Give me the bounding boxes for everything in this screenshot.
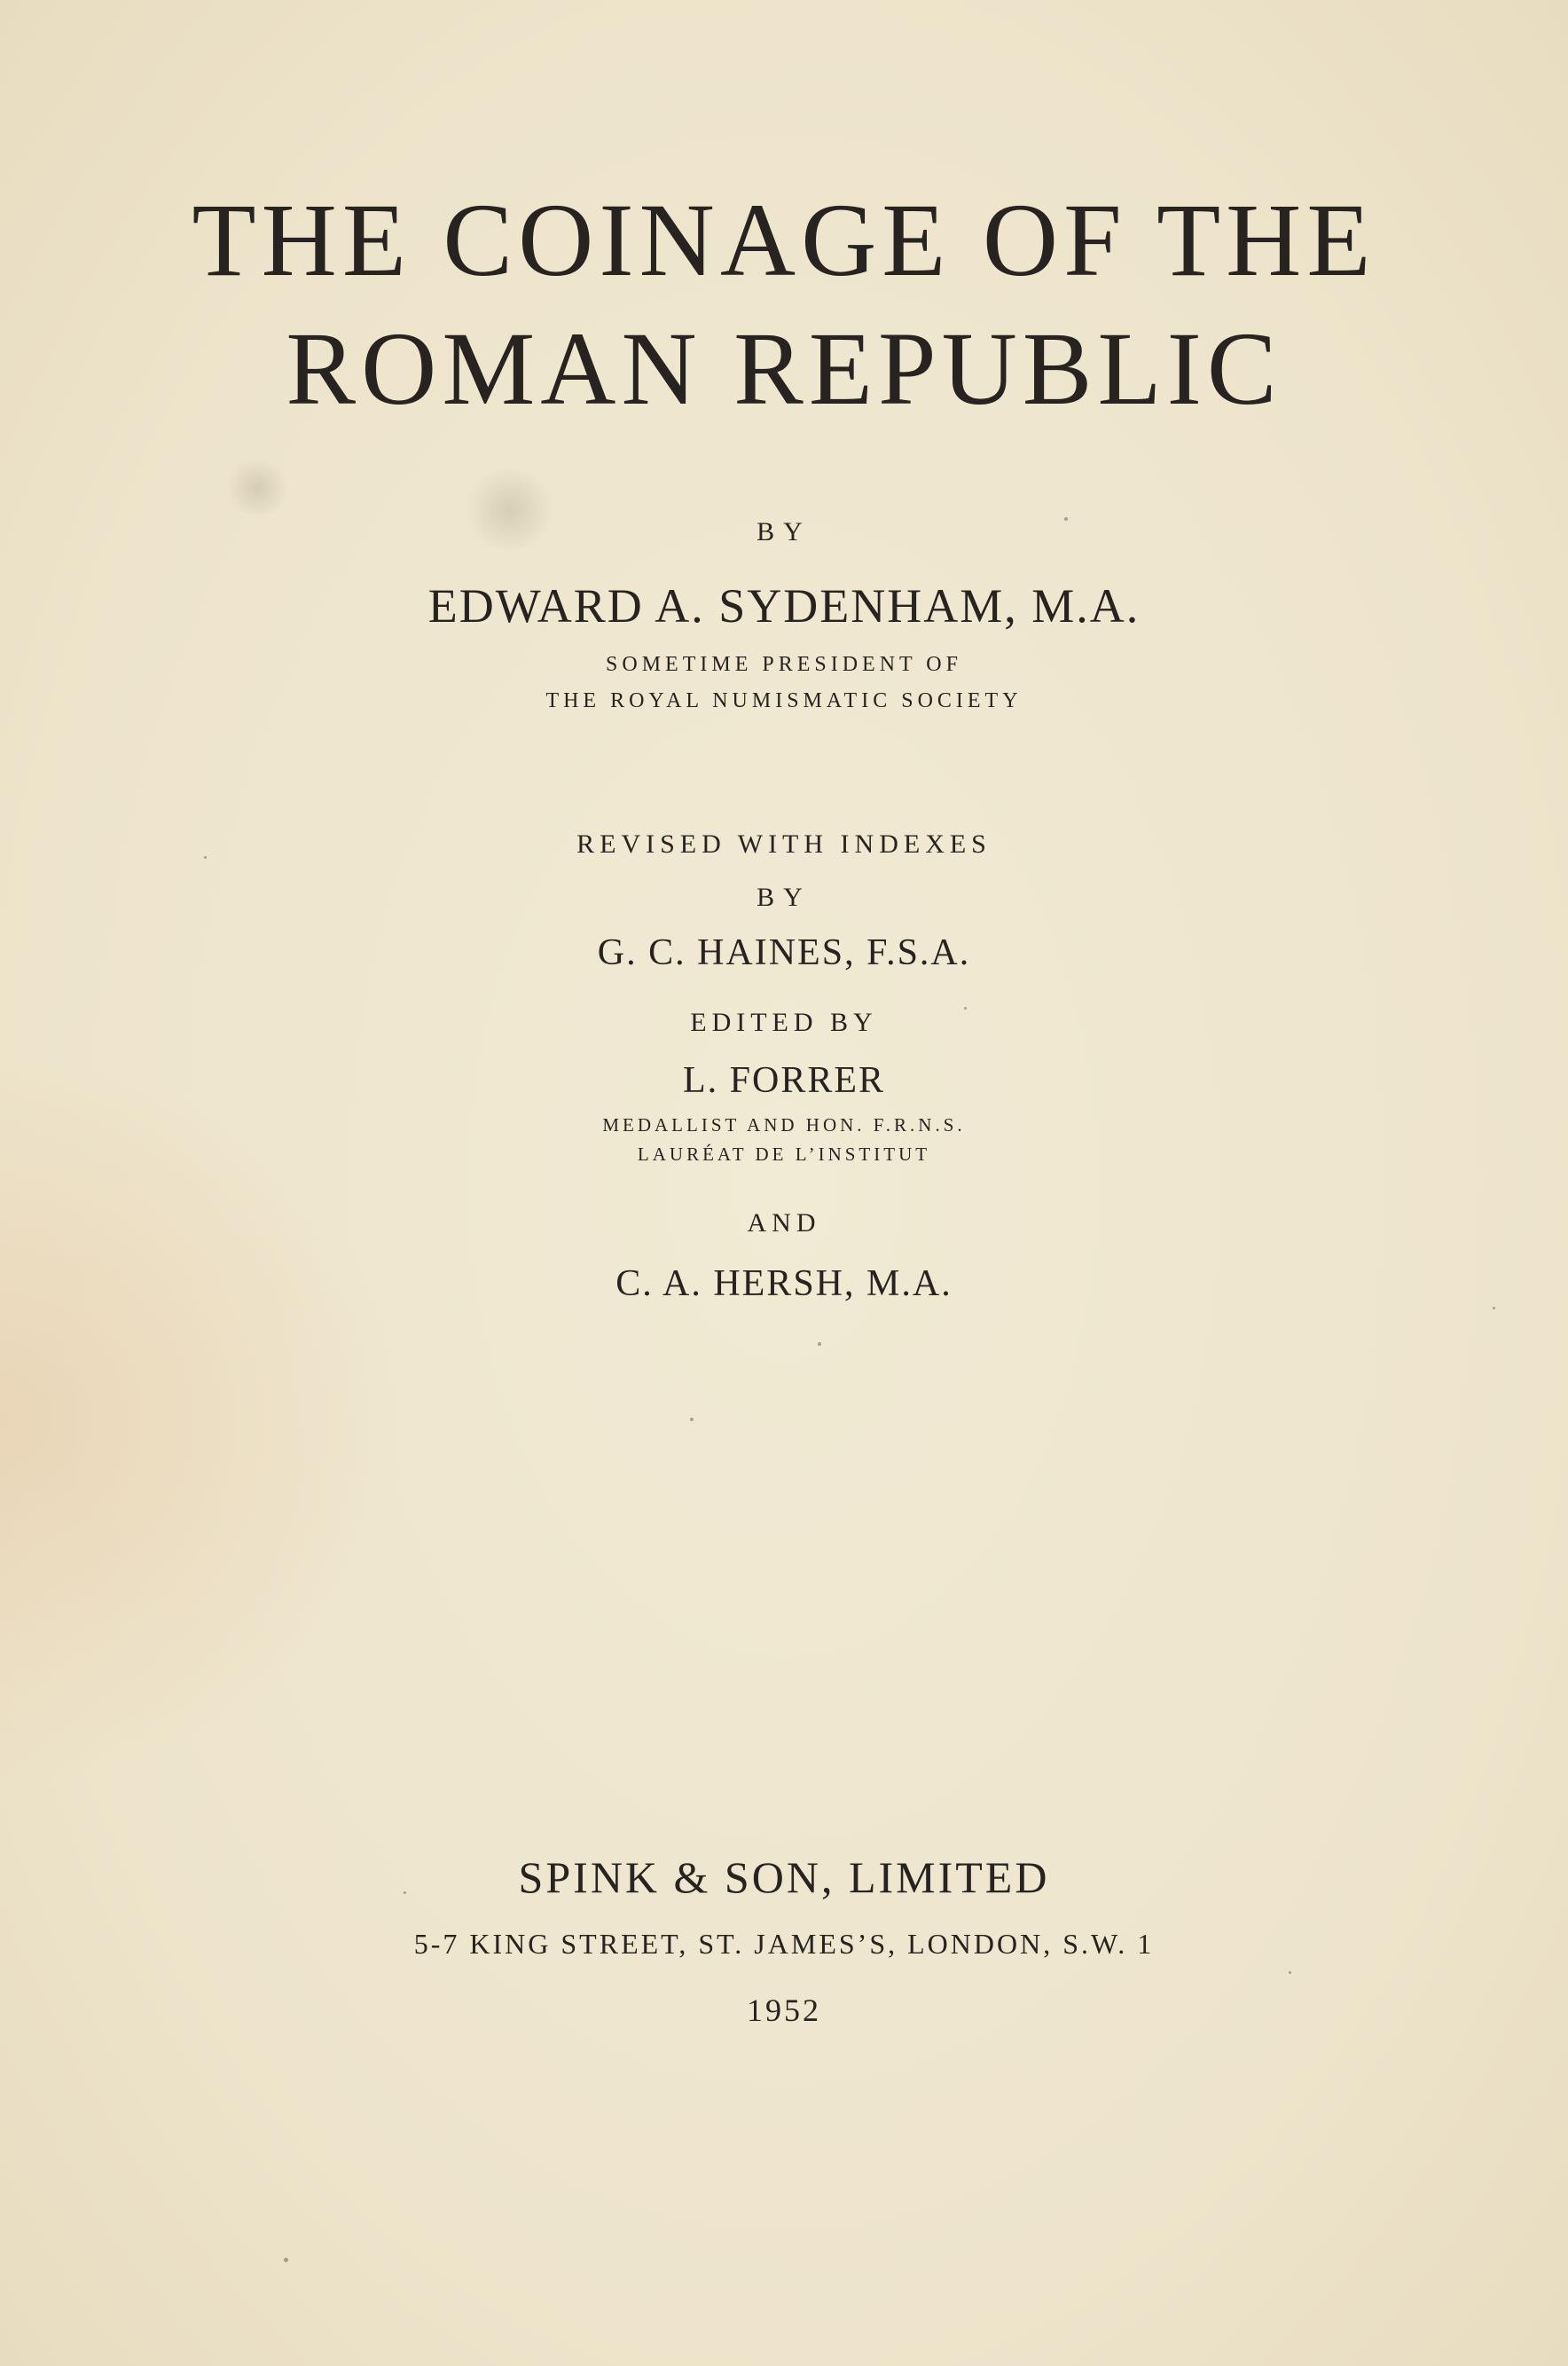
edited-by-label: EDITED BY xyxy=(690,1008,878,1037)
paper-speck xyxy=(1493,1307,1495,1309)
book-title-line-2: ROMAN REPUBLIC xyxy=(286,310,1282,427)
author-credential-line-1: SOMETIME PRESIDENT OF xyxy=(606,653,962,676)
by-label: BY xyxy=(757,517,811,546)
author-name: EDWARD A. SYDENHAM, M.A. xyxy=(427,579,1141,633)
reviser-by-label: BY xyxy=(757,883,811,912)
paper-speck xyxy=(284,2258,288,2262)
paper-speck xyxy=(690,1418,694,1421)
revised-label: REVISED WITH INDEXES xyxy=(576,829,992,859)
editor-2-name: C. A. HERSH, M.A. xyxy=(615,1263,953,1304)
and-label: AND xyxy=(747,1208,821,1238)
author-credential-line-2: THE ROYAL NUMISMATIC SOCIETY xyxy=(545,689,1023,712)
paper-speck xyxy=(1289,1971,1291,1974)
paper-stain xyxy=(222,461,293,515)
editor-1-name: L. FORRER xyxy=(682,1060,886,1101)
book-title-line-1: THE COINAGE OF THE xyxy=(192,182,1376,298)
paper-speck xyxy=(818,1342,821,1346)
editor-1-credential-line-1: MEDALLIST AND HON. F.R.N.S. xyxy=(602,1114,966,1136)
publication-year: 1952 xyxy=(747,1993,821,2028)
publisher-name: SPINK & SON, LIMITED xyxy=(518,1852,1050,1902)
reviser-name: G. C. HAINES, F.S.A. xyxy=(597,932,971,973)
editor-1-credential-line-2: LAURÉAT DE L’INSTITUT xyxy=(637,1144,931,1165)
publisher-address: 5-7 KING STREET, ST. JAMES’S, LONDON, S.W. 1 xyxy=(413,1928,1155,1960)
